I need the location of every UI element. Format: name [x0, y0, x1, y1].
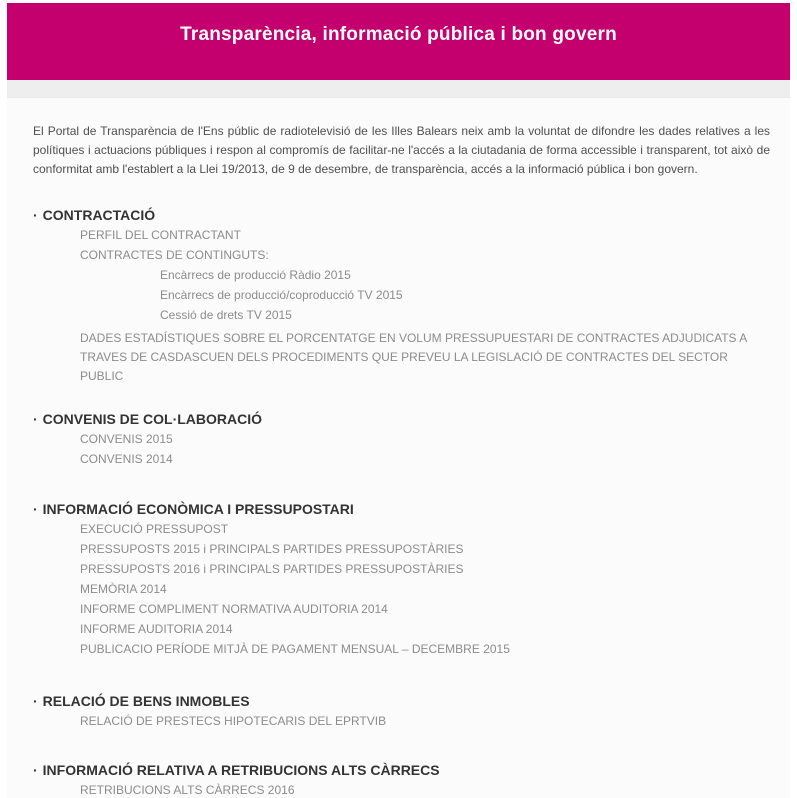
section-bens-inmobles: [33, 693, 770, 728]
section-convenis: [33, 411, 770, 466]
link-encarrecs-produccio-radio-2015[interactable]: Encàrrecs de producció Ràdio 2015: [160, 268, 351, 282]
bullet-marker: ·: [33, 411, 38, 427]
section-heading-label: CONVENIS DE COL·LABORACIÓ: [42, 411, 263, 427]
header-content-divider: [7, 80, 790, 97]
content-panel: [7, 97, 790, 798]
page-title: Transparència, informació pública i bon govern: [180, 24, 617, 45]
link-encarrecs-produccio-tv-2015[interactable]: Encàrrecs de producció/coproducció TV 2015: [160, 288, 403, 302]
page-header-bar: [7, 3, 790, 80]
section-heading: [33, 501, 770, 517]
section-heading: [33, 411, 770, 427]
link-relacio-prestecs-hipotecaris[interactable]: RELACIÓ DE PRESTECS HIPOTECARIS DEL EPRTVIB: [80, 714, 387, 728]
intro-paragraph: El Portal de Transparència de l'Ens públic de radiotelevisió de les Illes Balears neix amb la voluntat de difondre les dades relatives a les polítiques i actuacions públiques i respon al compromís de facilitar-ne l'accés a la ciutadania de forma accessible i transparent, tot això de conformitat amb l'establert a la Llei 19/2013, de 9 de desembre, de transparència, accés a la informació pública i bon govern.: [33, 124, 770, 176]
link-retribucions-alts-carrecs-2016[interactable]: RETRIBUCIONS ALTS CÀRRECS 2016: [80, 783, 295, 797]
link-pressuposts-2015[interactable]: PRESSUPOSTS 2015 i PRINCIPALS PARTIDES PRESSUPOSTÀRIES: [80, 542, 464, 556]
link-contractes-de-continguts[interactable]: CONTRACTES DE CONTINGUTS:: [80, 248, 269, 262]
link-publicacio-periode-mitja-pagament[interactable]: PUBLICACIO PERÍODE MITJÀ DE PAGAMENT MENSUAL – DECEMBRE 2015: [80, 642, 510, 656]
section-heading-label: INFORMACIÓ ECONÒMICA I PRESSUPOSTARI: [42, 501, 354, 517]
section-informacio-economica: [33, 501, 770, 656]
link-pressuposts-2016[interactable]: PRESSUPOSTS 2016 i PRINCIPALS PARTIDES PRESSUPOSTÀRIES: [80, 562, 464, 576]
section-heading: [33, 693, 770, 709]
section-heading-label: CONTRACTACIÓ: [42, 207, 156, 223]
link-memoria-2014[interactable]: MEMÒRIA 2014: [80, 582, 167, 596]
bullet-marker: ·: [33, 762, 38, 778]
section-heading: [33, 762, 770, 778]
bullet-marker: ·: [33, 501, 38, 517]
page-container: [7, 3, 790, 798]
link-execucio-pressupost[interactable]: EXECUCIÓ PRESSUPOST: [80, 522, 229, 536]
section-retribucions-alts-carrecs: [33, 762, 770, 797]
link-perfil-del-contractant[interactable]: PERFIL DEL CONTRACTANT: [80, 228, 241, 242]
bullet-marker: ·: [33, 693, 38, 709]
section-heading-label: RELACIÓ DE BENS INMOBLES: [42, 693, 250, 709]
section-heading: [33, 207, 770, 223]
link-dades-estadistiques-contractes[interactable]: DADES ESTADÍSTIQUES SOBRE EL PORCENTATGE EN VOLUM PRESSUPUESTARI DE CONTRACTES ADJUDICATS A TRAVES DE CASDASCUEN DELS PROCEDIMENTS QUE PREVEU LA LEGISLACIÓ DE CONTRACTES DEL SECTOR PUBLIC: [80, 331, 747, 383]
link-cessio-drets-tv-2015[interactable]: Cessió de drets TV 2015: [160, 308, 292, 322]
link-convenis-2015[interactable]: CONVENIS 2015: [80, 432, 173, 446]
link-informe-compliment-normativa-auditoria-2014[interactable]: INFORME COMPLIMENT NORMATIVA AUDITORIA 2014: [80, 602, 388, 616]
link-informe-auditoria-2014[interactable]: INFORME AUDITORIA 2014: [80, 622, 233, 636]
bullet-marker: ·: [33, 207, 38, 223]
section-contractacio: [33, 207, 770, 386]
section-heading-label: INFORMACIÓ RELATIVA A RETRIBUCIONS ALTS CÀRRECS: [42, 762, 440, 778]
link-convenis-2014[interactable]: CONVENIS 2014: [80, 452, 173, 466]
